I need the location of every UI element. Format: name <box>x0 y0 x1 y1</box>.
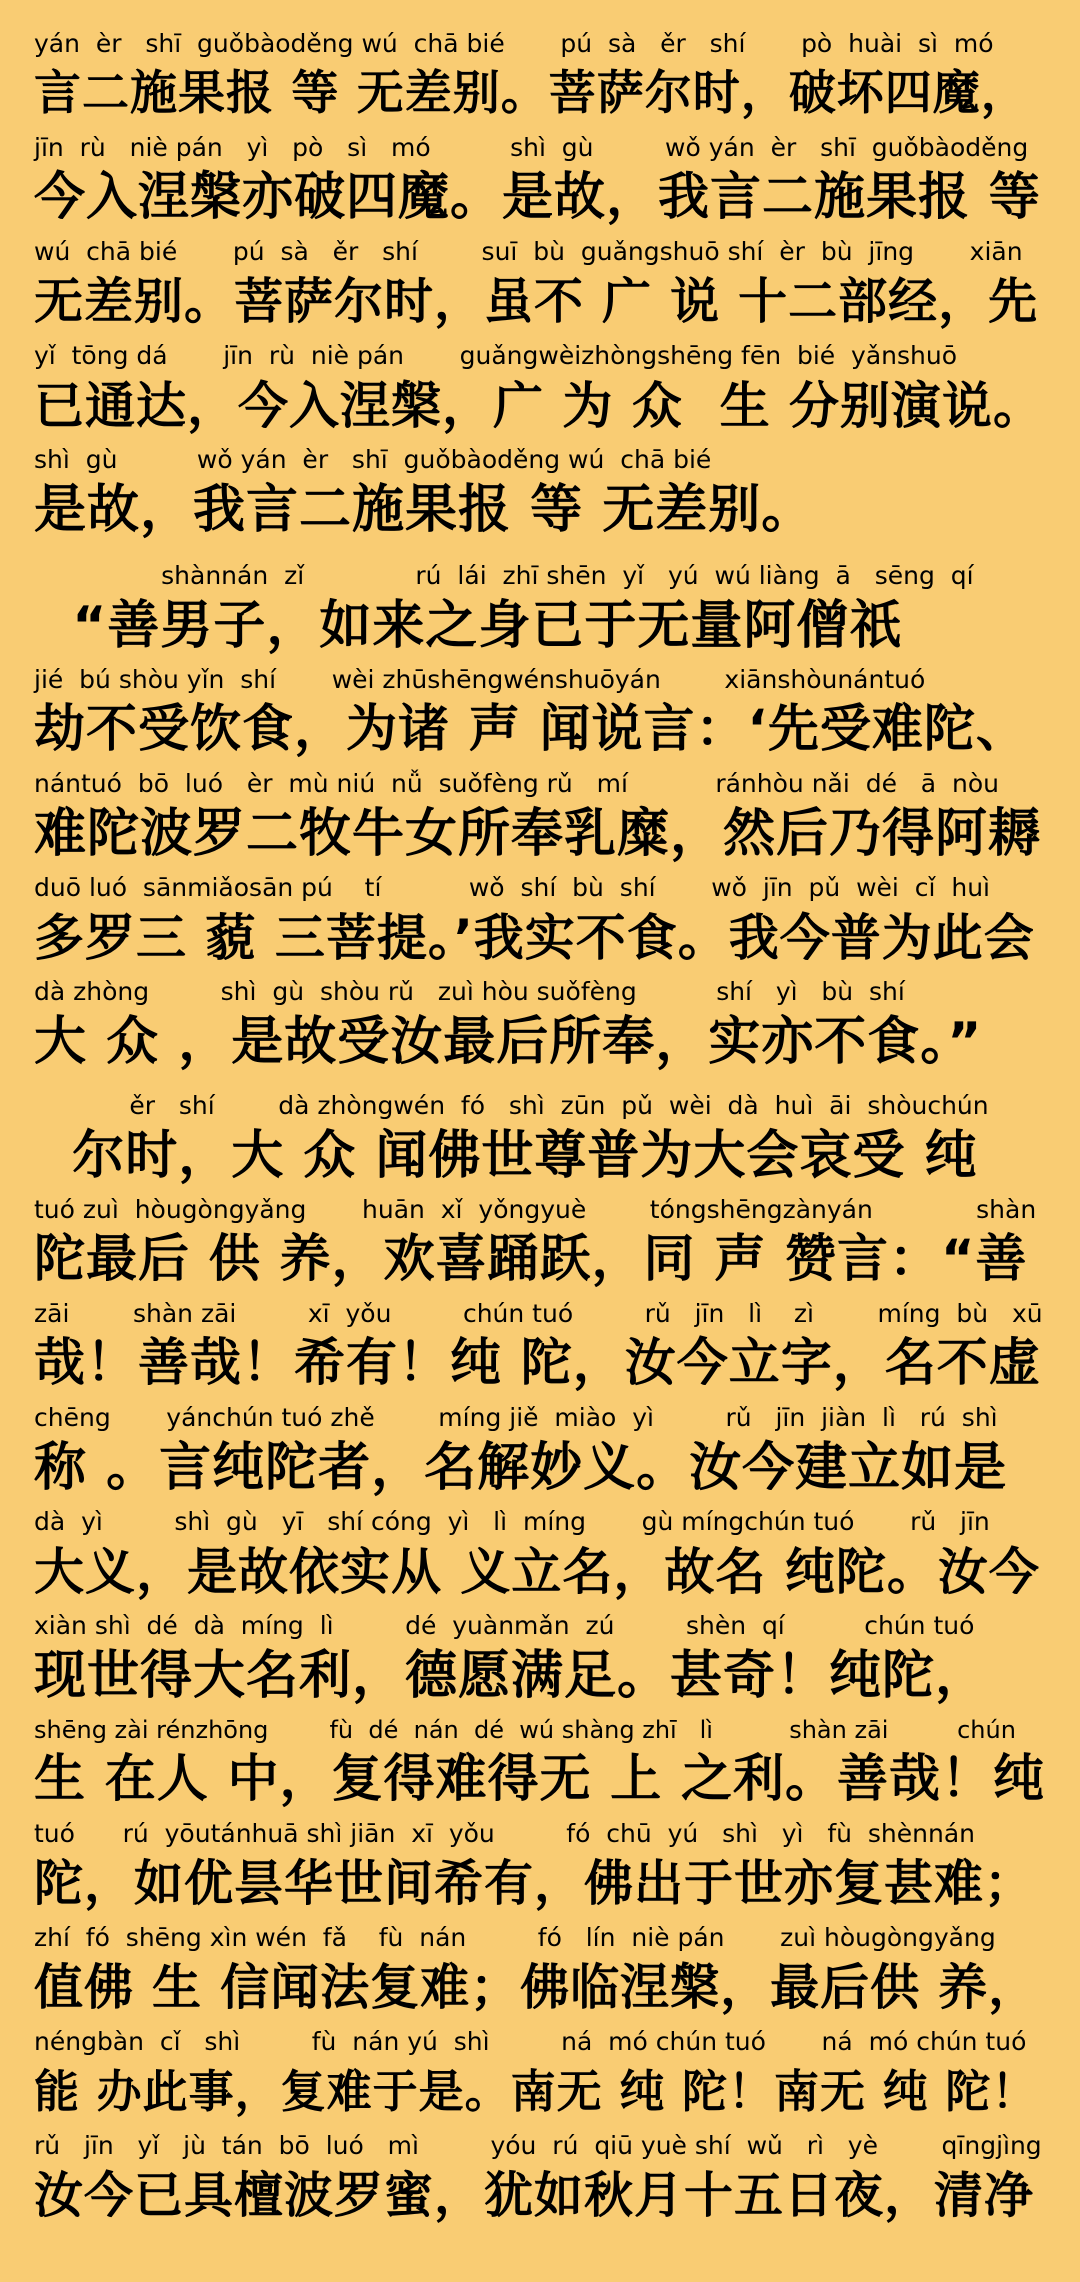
pinyin-annotation: duō luó sānmiǎosān pú tí wǒ shí bù shí wǒ jīn pǔ wèi cǐ huì <box>34 873 990 902</box>
scripture-text: 哉！善哉！希有！纯 陀，汝今立字，名不虚 <box>34 1334 1041 1393</box>
scripture-text: “善男子，如来之身已于无量阿僧祇 <box>34 596 903 656</box>
pinyin-annotation: chēng yánchún tuó zhě míng jiě miào yì rǔ jīn jiàn lì rú shì <box>34 1403 998 1432</box>
text-line-7 <box>34 664 1046 760</box>
scripture-text: 汝今已具檀波罗蜜，犹如秋月十五日夜，清净 <box>34 2167 1035 2224</box>
scripture-text: 多罗三 藐 三菩提。’我实不食。我今普为此会 <box>34 909 1035 967</box>
scripture-text: 无差别。菩萨尔时，虽不 广 说 十二部经，先 <box>34 273 1039 330</box>
pinyin-annotation: shì gù wǒ yán èr shī guǒbàoděng wú chā bié <box>34 445 712 474</box>
pinyin-annotation: dà yì shì gù yī shí cóng yì lì míng gù míngchún tuó rǔ jīn <box>34 1507 990 1536</box>
pinyin-annotation: tuó rú yōutánhuā shì jiān xī yǒu fó chū yú shì yì fù shènnán <box>34 1819 975 1848</box>
pinyin-annotation: yán èr shī guǒbàoděng wú chā bié pú sà ěr shí pò huài sì mó <box>34 29 994 58</box>
pinyin-annotation: zāi shàn zāi xī yǒu chún tuó rǔ jīn lì zì míng bù xū <box>34 1299 1043 1328</box>
pinyin-annotation: ěr shí dà zhòngwén fó shì zūn pǔ wèi dà huì āi shòuchún <box>34 1091 989 1120</box>
scripture-text: 大 众 ，是故受汝最后所奉，实亦不食。” <box>34 1012 983 1072</box>
text-line-16 <box>34 1610 1046 1706</box>
text-line-17 <box>34 1714 1046 1810</box>
scripture-text: 是故，我言二施果报 等 无差别。 <box>34 480 815 540</box>
pinyin-annotation: jié bú shòu yǐn shí wèi zhūshēngwénshuōyán xiānshòunántuó <box>34 665 926 694</box>
scripture-text: 尔时，大 众 闻佛世尊普为大会哀受 纯 <box>34 1126 978 1186</box>
scripture-text: 难陀波罗二牧牛女所奉乳糜，然后乃得阿耨 <box>34 804 1042 864</box>
text-line-18 <box>34 1818 1046 1914</box>
pinyin-annotation: tuó zuì hòugòngyǎng huān xǐ yǒngyuè tóngshēngzànyán shàn <box>34 1195 1037 1224</box>
text-line-5 <box>34 444 1046 540</box>
scripture-text: 劫不受饮食，为诸 声 闻说言：‘先受难陀、 <box>34 700 1028 759</box>
pinyin-annotation: yǐ tōng dá jīn rù niè pán guǎngwèizhòngshēng fēn bié yǎnshuō <box>34 341 958 370</box>
scripture-text: 已通达，今入涅槃，广 为 众 生 分别演说。 <box>34 377 1045 435</box>
text-line-3 <box>34 236 1046 332</box>
text-line-4 <box>34 340 1046 436</box>
pinyin-annotation: zhí fó shēng xìn wén fǎ fù nán fó lín niè pán zuì hòugòngyǎng <box>34 1923 996 1952</box>
text-line-8 <box>34 768 1046 864</box>
scripture-text: 大义，是故依实从 义立名，故名 纯陀。汝今 <box>34 1543 1040 1601</box>
pinyin-annotation: jīn rù niè pán yì pò sì mó shì gù wǒ yán èr shī guǒbàoděng <box>34 133 1029 162</box>
text-line-1 <box>34 28 1046 124</box>
scripture-text: 陀最后 供 养，欢喜踊跃，同 声 赞言：“善 <box>34 1230 1028 1289</box>
scripture-text: 今入涅槃亦破四魔。是故，我言二施果报 等 <box>34 168 1041 227</box>
text-line-13 <box>34 1298 1046 1394</box>
text-line-9 <box>34 872 1046 968</box>
pinyin-annotation: shēng zài rénzhōng fù dé nán dé wú shàng zhī lì shàn zāi chún <box>34 1716 1016 1744</box>
text-line-20 <box>34 2026 1046 2122</box>
pinyin-annotation: shànnán zǐ rú lái zhī shēn yǐ yú wú liàng ā sēng qí <box>34 561 974 590</box>
text-line-2 <box>34 132 1046 228</box>
scripture-text: 能 办此事，复难于是。南无 纯 陀！南无 纯 陀！ <box>34 2065 1038 2118</box>
pinyin-annotation: nántuó bō luó èr mù niú nǚ suǒfèng rǔ mí ránhòu nǎi dé ā nòu <box>34 769 999 798</box>
pinyin-annotation: wú chā bié pú sà ěr shí suī bù guǎngshuō shí èr bù jīng xiān <box>34 237 1023 266</box>
text-line-14 <box>34 1402 1046 1498</box>
scripture-text: 陀，如优昙华世间希有，佛出于世亦复甚难； <box>34 1855 1035 1912</box>
pinyin-annotation: xiàn shì dé dà míng lì dé yuànmǎn zú shèn qí chún tuó <box>34 1611 975 1640</box>
text-line-21 <box>34 2130 1046 2226</box>
pinyin-annotation: néngbàn cǐ shì fù nán yú shì ná mó chún tuó ná mó chún tuó <box>34 2027 1027 2056</box>
pinyin-annotation: dà zhòng shì gù shòu rǔ zuì hòu suǒfèng shí yì bù shí <box>34 977 905 1006</box>
pinyin-annotation: rǔ jīn yǐ jù tán bō luó mì yóu rú qiū yuè shí wǔ rì yè qīngjìng <box>34 2131 1042 2160</box>
scripture-text: 现世得大名利，德愿满足。甚奇！纯陀， <box>34 1646 989 1706</box>
text-line-12 <box>34 1194 1046 1290</box>
text-line-19 <box>34 1922 1046 2018</box>
text-line-15 <box>34 1506 1046 1602</box>
scripture-text: 称 。言纯陀者，名解妙义。汝今建立如是 <box>34 1438 1008 1498</box>
text-line-11 <box>34 1090 1046 1186</box>
scripture-text: 言二施果报 等 无差别。菩萨尔时，破坏四魔， <box>34 66 1029 121</box>
scripture-text: 生 在人 中，复得难得无 上 之利。善哉！纯 <box>34 1750 1046 1809</box>
text-line-10 <box>34 976 1046 1072</box>
text-line-6 <box>34 560 1046 656</box>
scripture-text: 值佛 生 信闻法复难；佛临涅槃，最后供 养， <box>34 1959 1039 2016</box>
